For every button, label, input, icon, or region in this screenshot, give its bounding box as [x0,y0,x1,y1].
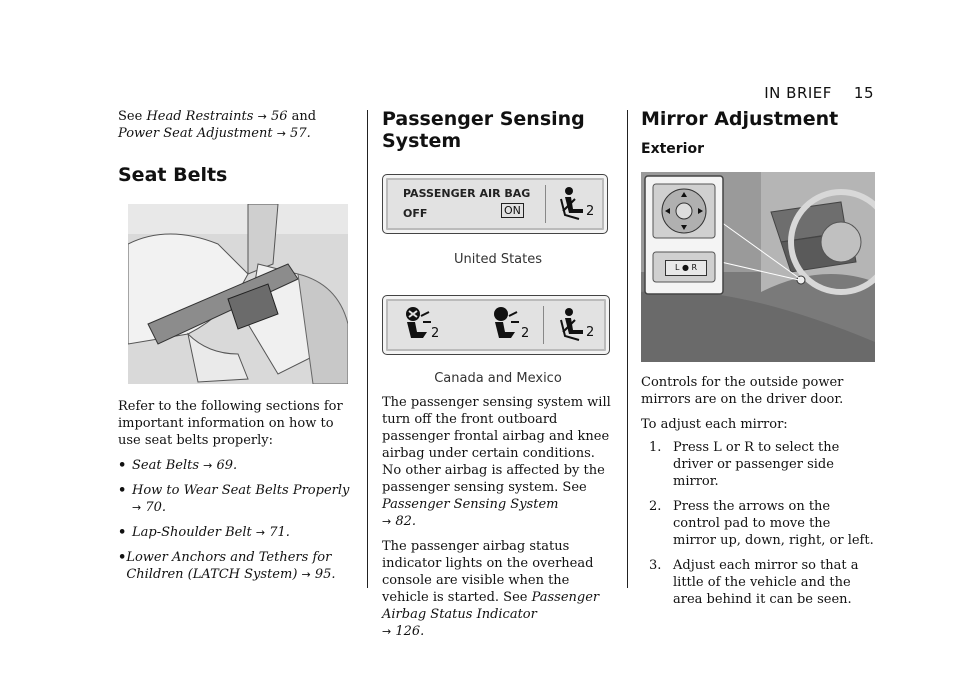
list-item: • How to Wear Seat Belts Properly → 70. [118,483,350,515]
section-title: IN BRIEF [764,84,832,102]
page-ref-icon: → [203,459,213,472]
page-ref-icon: → [276,127,286,140]
link-how-to-wear[interactable]: How to Wear Seat Belts Properly [132,483,350,498]
page-number: 15 [853,84,874,102]
airbag-on-icon [489,306,523,346]
link-airbag-status-indicator[interactable]: Passenger Airbag Status Indicator [382,590,600,622]
seat-number: 2 [521,326,530,341]
passenger-sensing-paragraph: The passenger sensing system will turn off the front outboard passenger frontal airbag and knee airbag under certain conditions. No other airbag is affected by the passenger sensing system. See Passenger Sensing System → 82. [382,395,611,529]
panel-separator [543,306,544,344]
panel-off-label: OFF [403,207,428,220]
seat-number: 2 [586,204,595,219]
panel-separator [545,185,546,223]
link-power-seat-adjustment[interactable]: Power Seat Adjustment [118,126,273,141]
airbag-panel-us [382,174,608,234]
list-item: • Lower Anchors and Tethers for Children (LATCH System) → 95. [118,550,336,582]
list-item: • Lap-Shoulder Belt → 71. [118,525,290,540]
bullet-icon: • [118,458,127,473]
bullet-icon: • [118,525,127,540]
bullet-icon: • [118,550,127,565]
heading-mirror-adjustment: Mirror Adjustment [641,108,839,130]
list-item: 1. Press L or R to select the driver or passenger side mirror. [649,440,840,489]
page-ref-icon: → [382,625,392,638]
link-seat-belts[interactable]: Seat Belts [132,458,200,473]
list-item: 3. Adjust each mirror so that a little of the vehicle and the area behind it can be seen. [649,558,859,607]
seat-belt-illustration [128,204,348,384]
panel-label: PASSENGER AIR BAG [403,187,531,200]
column-seat-belts [118,108,350,583]
airbag-off-icon [401,306,435,346]
link-lap-shoulder-belt[interactable]: Lap-Shoulder Belt [132,525,252,540]
heading-passenger-sensing: Passenger Sensing System [382,108,585,152]
intro-paragraph: See Head Restraints → 56 and Power Seat Adjustment → 57. [118,109,317,141]
column-passenger-sensing [382,108,614,640]
seat-number: 2 [586,325,595,340]
list-item: • Seat Belts → 69. [118,458,238,473]
list-item: 2. Press the arrows on the control pad to move the mirror up, down, right, or left. [649,499,874,548]
link-passenger-sensing-system[interactable]: Passenger Sensing System [382,497,559,512]
running-header [764,84,874,102]
page-ref-icon: → [257,110,267,123]
page-ref-icon: → [132,501,142,514]
caption-us: United States [453,252,543,267]
bullet-icon: • [118,483,127,498]
link-latch-system[interactable]: Lower Anchors and Tethers for Children (LATCH System) [126,550,332,582]
mirror-body: Controls for the outside power mirrors are on the driver door. [641,375,844,407]
link-head-restraints[interactable]: Head Restraints [146,109,254,124]
heading-exterior: Exterior [641,141,705,157]
status-indicator-paragraph: The passenger airbag status indicator lights on the overhead console are visible when the vehicle is started. See Passenger Airbag Status Indicator → 126. [382,539,600,639]
column-mirror-adjustment [641,108,877,608]
mirror-steps-list [641,439,877,608]
heading-seat-belts: Seat Belts [118,164,228,186]
page-ref-icon: → [382,515,392,528]
column-divider [627,110,628,588]
steps-intro: To adjust each mirror: [641,417,788,432]
caption-canada: Canada and Mexico [434,371,562,386]
column-divider [367,110,368,588]
seat-belt-ref-list [118,457,350,583]
page-ref-icon: → [255,526,266,539]
seat-number: 2 [431,326,440,341]
panel-on-label: ON [501,203,524,218]
seat-belts-body: Refer to the following sections for important information on how to use seat belts properly: [118,399,343,448]
mirror-select-switch: L ● R [665,260,707,276]
page-ref-icon: → [301,568,311,581]
airbag-panel-canada [382,295,610,355]
mirror-control-illustration [641,172,875,362]
